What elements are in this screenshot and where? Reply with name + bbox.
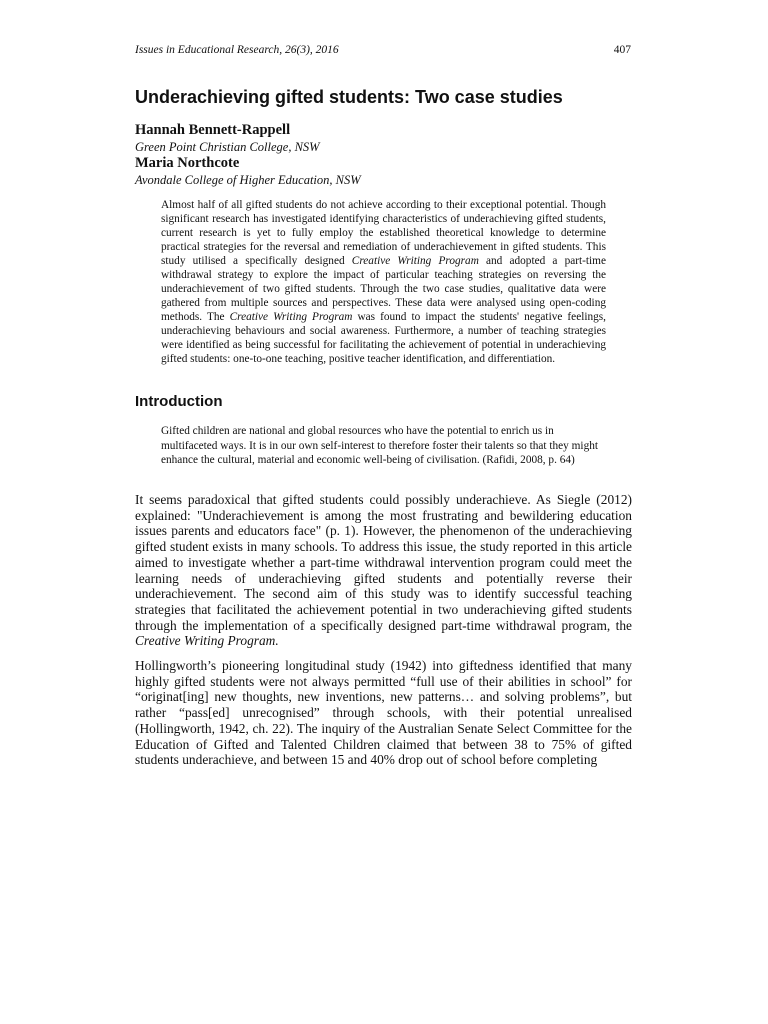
body-paragraph — [135, 492, 632, 649]
author-name: Hannah Bennett-Rappell — [135, 122, 291, 138]
epigraph-quote: Gifted children are national and global resources who have the potential to enrich us in multifaceted ways. It is in our own self-interest to therefore foster their talents so that they might enhance the cultural, material and economic well-being of civilisation. (Rafidi, 2008, p. 64) — [161, 425, 599, 466]
program-name-italic: Creative Writing Program — [229, 311, 353, 323]
abstract — [161, 198, 606, 366]
abstract-text: and adopted a part-time withdrawal strategy to explore the impact of particular teaching strategies on reversing the underachievement of two gifted students. Through the two case studies, qualitative data were gathered from multiple sources and perspectives. These data were analysed using open-coding methods. The — [161, 255, 606, 323]
paragraph-text: It seems paradoxical that gifted students could possibly underachieve. As Siegle (2012) explained: "Underachievement is among the most frustrating and bewildering education issues parents and educators face" (p. 1). However, the phenomenon of the underachieving gifted student exists in many schools. To address this issue, the study reported in this article aimed to investigate whether a part-time withdrawal intervention program could meet the learning needs of underachieving gifted students and potentially reverse their underachievement. The second aim of this study was to identify successful teaching strategies that facilitated the achievement potential in two underachieving gifted students through the implementation of a specifically designed part-time withdrawal program, the — [135, 492, 632, 633]
section-heading-introduction: Introduction — [135, 393, 223, 410]
program-name-italic: Creative Writing Program — [351, 255, 479, 267]
author-affiliation: Green Point Christian College, NSW — [135, 140, 320, 154]
abstract-text: Almost half of all gifted students do not achieve according to their exceptional potential. Though significant research has investigated identifying characteristics of underachieving gifted students, current research is yet to fully employ the established theoretical knowledge to determine practical strategies for the reversal and remediation of underachievement in gifted students. This study utilised a specifically designed — [161, 199, 606, 267]
abstract-text: was found to impact the students' negative feelings, underachieving behaviours and social awareness. Furthermore, a number of teaching strategies were identified as being successful for facilitating the achievement of potential in underachieving gifted students: one-to-one teaching, positive teacher identification, and differentiation. — [161, 311, 607, 365]
author-name: Maria Northcote — [135, 155, 240, 171]
journal-citation: Issues in Educational Research, 26(3), 2016 — [135, 44, 339, 56]
page-number: 407 — [613, 44, 631, 56]
article-title: Underachieving gifted students: Two case studies — [135, 87, 563, 107]
author-list — [135, 122, 635, 188]
program-name-italic: Creative Writing Program. — [135, 633, 279, 649]
running-header — [135, 42, 631, 58]
body-paragraph: Hollingworth’s pioneering longitudinal study (1942) into giftedness identified that many highly gifted students were not always permitted “full use of their abilities in school” for “originat[ing] new thoughts, new inventions, new patterns… and solving problems”, but rather “pass[ed] unrecognised” through schools, with their potential unrealised (Hollingworth, 1942, ch. 22). The inquiry of the Australian Senate Select Committee for the Education of Gifted and Talented Children claimed that between 38 to 75% of gifted students underachieve, and between 15 and 40% drop out of school before completing — [135, 658, 632, 768]
author-affiliation: Avondale College of Higher Education, NSW — [135, 173, 361, 187]
